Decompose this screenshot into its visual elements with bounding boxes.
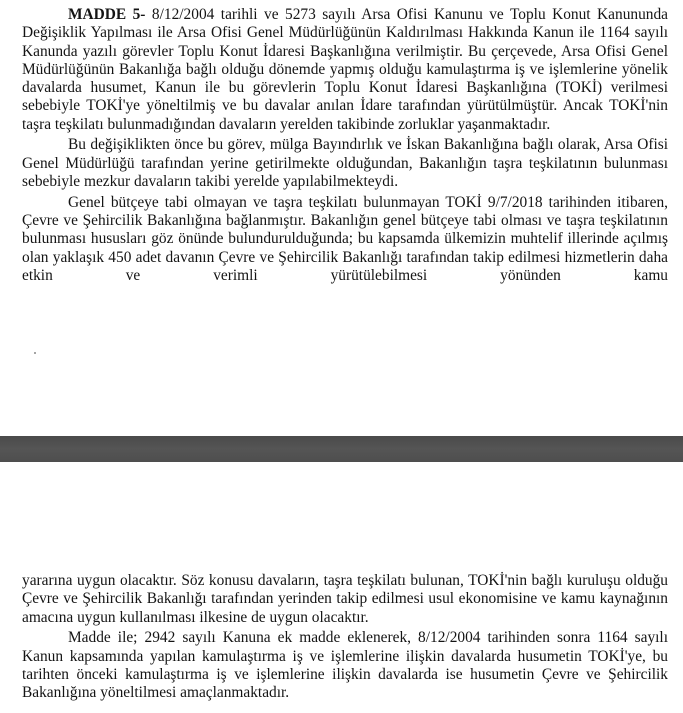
upper-text-block (22, 6, 668, 288)
paragraph-madde-5 (22, 6, 668, 134)
paragraph-4: Madde ile; 2942 sayılı Kanuna ek madde eklenerek, 8/12/2004 tarihinden sonra 1164 sayılı Kanun kapsamında yapılan kamulaştırma iş ve işlemlerine ilişkin davalarda husumetin TOKİ'ye, bu tarihten önceki kamulaştırma iş ve işlemlerine ilişkin davalarda ise husumetin Çevre ve Şehircilik Bakanlığına yöneltilmesi amaçlanmaktadır. (22, 629, 668, 702)
page-break-band (0, 436, 683, 462)
lower-text-block (22, 572, 668, 705)
paragraph-2: Bu değişiklikten önce bu görev, mülga Bayındırlık ve İskan Bakanlığına bağlı olarak, Arsa Ofisi Genel Müdürlüğü tarafından yerine getirilmekte olduğundan, Bakanlığın taşra teşkilatının bulunması sebebiyle mezkur davaların takibi yerelde yapılabilmekteydi. (22, 136, 668, 191)
scan-speck (34, 352, 36, 354)
continuation-paragraph: yararına uygun olacaktır. Söz konusu davaların, taşra teşkilatı bulunan, TOKİ'nin bağlı kuruluşu olduğu Çevre ve Şehircilik Bakanlığı tarafından yerinden takip edilmesi usul ekonomisine ve kamu kaynağının amacına uygun kullanılması ilkesine de uygun olacaktır. (22, 572, 668, 626)
article-heading: MADDE 5- (68, 6, 146, 23)
paragraph-3: Genel bütçeye tabi olmayan ve taşra teşkilatı bulunmayan TOKİ 9/7/2018 tarihinden itibaren, Çevre ve Şehircilik Bakanlığına bağlanmıştır. Bakanlığın genel bütçeye tabi olması ve taşra teşkilatının bulunması hususları göz önünde bulundurulduğunda; bu kapsamda ülkemizin muhtelif illerinde açılmış olan yaklaşık 450 adet davanın Çevre ve Şehircilik Bakanlığı tarafından takip edilmesi hizmetlerin daha etkin ve verimli yürütülebilmesi yönünden kamu (22, 193, 668, 284)
paragraph-text: 8/12/2004 tarihli ve 5273 sayılı Arsa Ofisi Kanunu ve Toplu Konut Kanununda Değişiklik Yapılması ile Arsa Ofisi Genel Müdürlüğünün Kaldırılması Hakkında Kanun ile 1164 sayılı Kanunda yazılı görevler Toplu Konut İdaresi Başkanlığına verilmiştir. Bu çerçevede, Arsa Ofisi Genel Müdürlüğünün Bakanlığa bağlı olduğu dönemde yapmış olduğu kamulaştırma iş ve işlemlerine yönelik davalarda husumet, Kanun ile bu görevlerin Toplu Konut İdaresi Başkanlığına (TOKİ) verilmesi sebebiyle TOKİ'ye yöneltilmiş ve bu davalar anılan İdare tarafından yürütülmüştür. Ancak TOKİ'nin taşra teşkilatı bulunmadığından davaların yerelden takibinde zorluklar yaşanmaktadır. (22, 6, 669, 133)
